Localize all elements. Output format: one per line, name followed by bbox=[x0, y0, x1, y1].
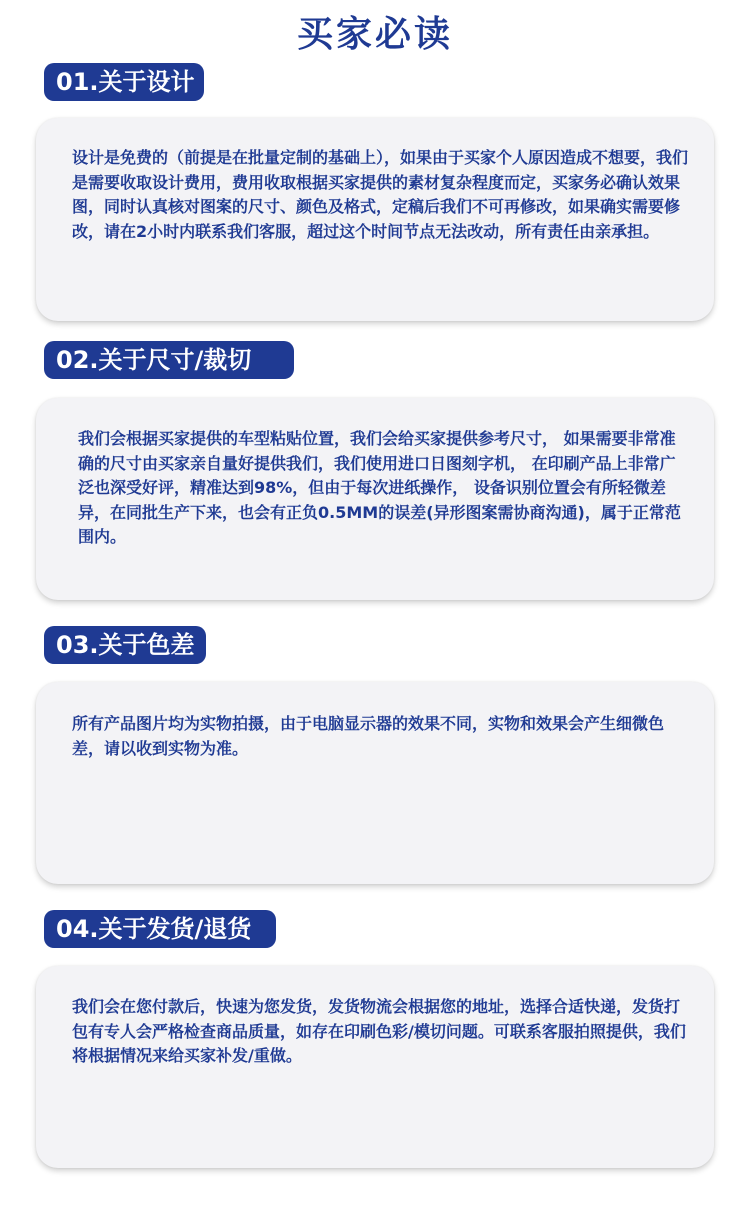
section-tag-color-difference: 03.关于色差 bbox=[44, 626, 206, 664]
card-size-cutting-text: 我们会根据买家提供的车型粘贴位置，我们会给买家提供参考尺寸， 如果需要非常准确的尺寸由买家亲自量好提供我们，我们使用进口日图刻字机， 在印刷产品上非常广泛也深受好评，精准达到98%，但由于每次进纸操作， 设备识别位置会有所轻微差异，在同批生产下来，也会有正负0.5MM的误差(异形图案需协商沟通)，属于正常范围内。 bbox=[78, 429, 681, 546]
card-color-difference-text: 所有产品图片均为实物拍摄，由于电脑显示器的效果不同，实物和效果会产生细微色差，请以收到实物为准。 bbox=[72, 714, 665, 758]
card-design bbox=[36, 118, 714, 321]
page-title: 买家必读 bbox=[296, 14, 453, 55]
card-size-cutting bbox=[36, 398, 714, 600]
section-tag-design: 01.关于设计 bbox=[44, 63, 204, 101]
section-tag-size-cutting: 02.关于尺寸/裁切 bbox=[44, 341, 294, 379]
card-design-text: 设计是免费的（前提是在批量定制的基础上），如果由于买家个人原因造成不想要，我们是需要收取设计费用，费用收取根据买家提供的素材复杂程度而定，买家务必确认效果图，同时认真核对图案的尺寸、颜色及格式，定稿后我们不可再修改，如果确实需要修改，请在2小时内联系我们客服，超过这个时间节点无法改动，所有责任由亲承担。 bbox=[72, 148, 689, 241]
card-shipping-return bbox=[36, 966, 714, 1168]
section-tag-shipping-return: 04.关于发货/退货 bbox=[44, 910, 276, 948]
card-shipping-return-text: 我们会在您付款后，快速为您发货，发货物流会根据您的地址，选择合适快递，发货打包有专人会严格检查商品质量，如存在印刷色彩/模切问题。可联系客服拍照提供，我们将根据情况来给买家补发/重做。 bbox=[72, 997, 686, 1065]
card-color-difference bbox=[36, 682, 714, 884]
